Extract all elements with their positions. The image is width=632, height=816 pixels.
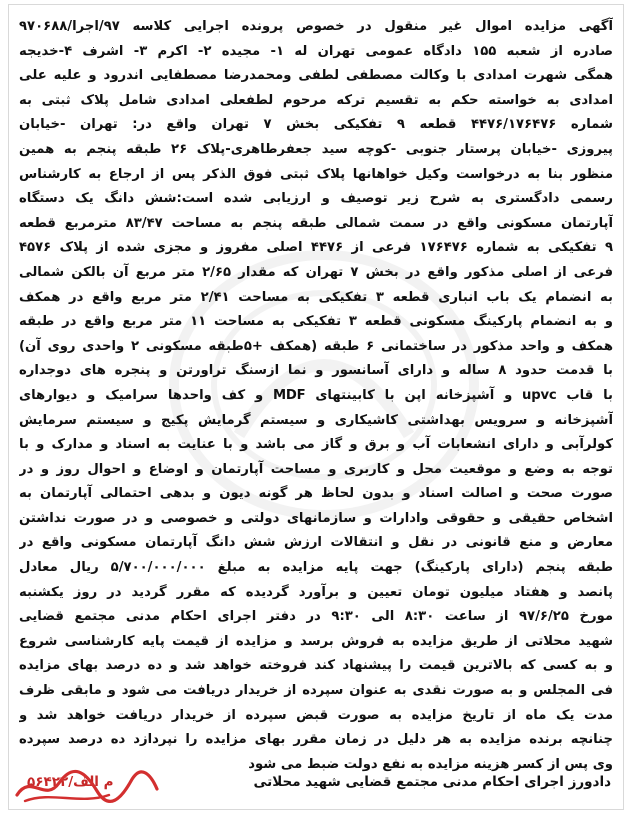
auction-notice bbox=[8, 4, 624, 810]
notice-line: با قاب upvc و آشپزخانه اپن با کابینتهای MDF و کف واحدها سرامیک و دیوارهای bbox=[19, 387, 613, 403]
notice-line: با قدمت حدود ۸ ساله و دارای آسانسور و نما ازسنگ تراورتن و پنجره های دوجداره bbox=[19, 363, 613, 379]
notice-line: صادره از شعبه ۱۵۵ دادگاه عمومی تهران له ۱- مجیده ۲- اکرم ۳- اشرف ۴-خدیجه bbox=[19, 43, 613, 59]
notice-line: همگی شهرت امدادی با وکالت مصطفی لطفی ومحمدرضا مصطفایی اندرود و علیه علی bbox=[19, 68, 613, 84]
signature-line: دادورز اجرای احکام مدنی مجتمع قضایی شهید محلاتی bbox=[253, 774, 611, 790]
notice-body bbox=[19, 15, 613, 777]
notice-line: ۹ تفکیکی به شماره ۱۷۶۴۷۶ فرعی از ۴۴۷۶ اصلی مفروز و مجزی شده از پلاک ۴۵۷۶ bbox=[19, 240, 613, 256]
notice-line: شماره ۴۴۷۶/۱۷۶۴۷۶ قطعه ۹ تفکیکی بخش ۷ تهران واقع در: تهران -خیابان bbox=[19, 117, 613, 133]
notice-line: شهید محلاتی از طریق مزایده به فروش برسد و مزایده از قیمت پایه کارشناسی شروع bbox=[19, 633, 613, 649]
notice-line: پیروزی -خیابان پرستار جنوبی -کوچه سید جعفرطاهری-پلاک ۲۶ طبقه پنجم به همین bbox=[19, 141, 613, 157]
notice-line: منظور بنا به درخواست وکیل خواهانها پلاک ثبتی فوق الذکر پس از ارجاع به کارشناس bbox=[19, 166, 613, 182]
notice-line: وی پس از کسر هزینه مزایده به نفع دولت ضبط می شود bbox=[248, 756, 613, 772]
notice-line: همکف و واحد مذکور در ساختمانی ۶ طبقه (همکف +۵طبقه مسکونی ۲ واحدی روی آن) bbox=[19, 338, 613, 354]
notice-line: و به انضمام پارکینگ مسکونی قطعه ۳ تفکیکی به مساحت ۱۱ متر مربع واقع در طبقه bbox=[19, 314, 613, 330]
notice-line: طبقه پنجم (دارای پارکینگ) جهت پایه مزایده به مبلغ ۵/۷۰۰/۰۰۰/۰۰۰ ریال معادل bbox=[19, 560, 613, 576]
notice-line: صورت صحت و اصالت اسناد و بدون لحاظ هر گونه دیون و بدهی احتمالی آپارتمان به bbox=[19, 486, 613, 502]
notice-line: آشپزخانه و سرویس بهداشتی کاشیکاری و سیستم گرمایش پکیج و سیستم سرمایش bbox=[19, 412, 613, 428]
reference-number: ۵۶۴۲۲/م الف bbox=[27, 774, 114, 790]
notice-line: کولرآبی و دارای انشعابات آب و برق و گاز می باشد و با عنایت به اسناد و مدارک و با bbox=[19, 437, 613, 453]
notice-line: آگهی مزایده اموال غیر منقول در خصوص پرونده اجرایی کلاسه ۹۷/اجرا/۹۷۰۶۸۸ bbox=[19, 19, 613, 34]
notice-line: و به کسی که بالاترین قیمت را پیشنهاد کند فروخته خواهد شد و ده درصد بهای مزایده bbox=[19, 658, 613, 674]
notice-line: رسمی دادگستری به شرح زیر توصیف و ارزیابی شده است:شش دانگ یک دستگاه bbox=[19, 191, 613, 207]
notice-line: توجه به وضع و موقعیت محل و کاربری و مساحت آپارتمان و اوضاع و احوال روز و در bbox=[19, 461, 613, 477]
notice-line: مدت یک ماه از تاریخ مزایده به صورت قبض سپرده از خریدار دریافت خواهد شد و bbox=[19, 707, 613, 723]
notice-line: معارض و منع قانونی در نقل و انتقالات ارزش شش دانگ آپارتمان مسکونی واقع در bbox=[19, 535, 613, 551]
notice-line: فی المجلس و به صورت نقدی به عنوان سپرده از خریدار دریافت می شود و مابقی ظرف bbox=[19, 683, 613, 699]
notice-line: آپارتمان مسکونی واقع در سمت شمالی طبقه پنجم به مساحت ۸۳/۴۷ مترمربع قطعه bbox=[19, 215, 613, 231]
notice-line: مورخ ۹۷/۶/۲۵ از ساعت ۸:۳۰ الی ۹:۳۰ در دفتر اجرای احکام مدنی مجتمع قضایی bbox=[19, 609, 613, 625]
notice-line: اشخاص حقیقی و حقوقی وادارات و سازمانهای دولتی و خصوصی و در صورت نداشتن bbox=[19, 510, 613, 526]
notice-line: پانصد و هفتاد میلیون تومان تعیین و برآورد گردیده که مقرر گردید در روز یکشنبه bbox=[19, 584, 613, 600]
notice-line: امدادی به خواسته حکم به تقسیم ترکه مرحوم لطفعلی امدادی شامل پلاک ثبتی به bbox=[19, 92, 613, 108]
notice-line: فرعی از اصلی مذکور واقع در بخش ۷ تهران که مقدار ۲/۶۵ متر مربع آن بالکن شمالی bbox=[19, 264, 613, 280]
notice-line: به انضمام یک باب انباری قطعه ۳ تفکیکی به مساحت ۲/۴۱ متر مربع واقع در همکف bbox=[19, 289, 613, 305]
notice-line: چنانچه برنده مزایده به هر دلیل در زمان مقرر بهای مزایده را نپردازد ده درصد سپرده bbox=[19, 732, 613, 748]
notice-footer bbox=[27, 769, 611, 795]
